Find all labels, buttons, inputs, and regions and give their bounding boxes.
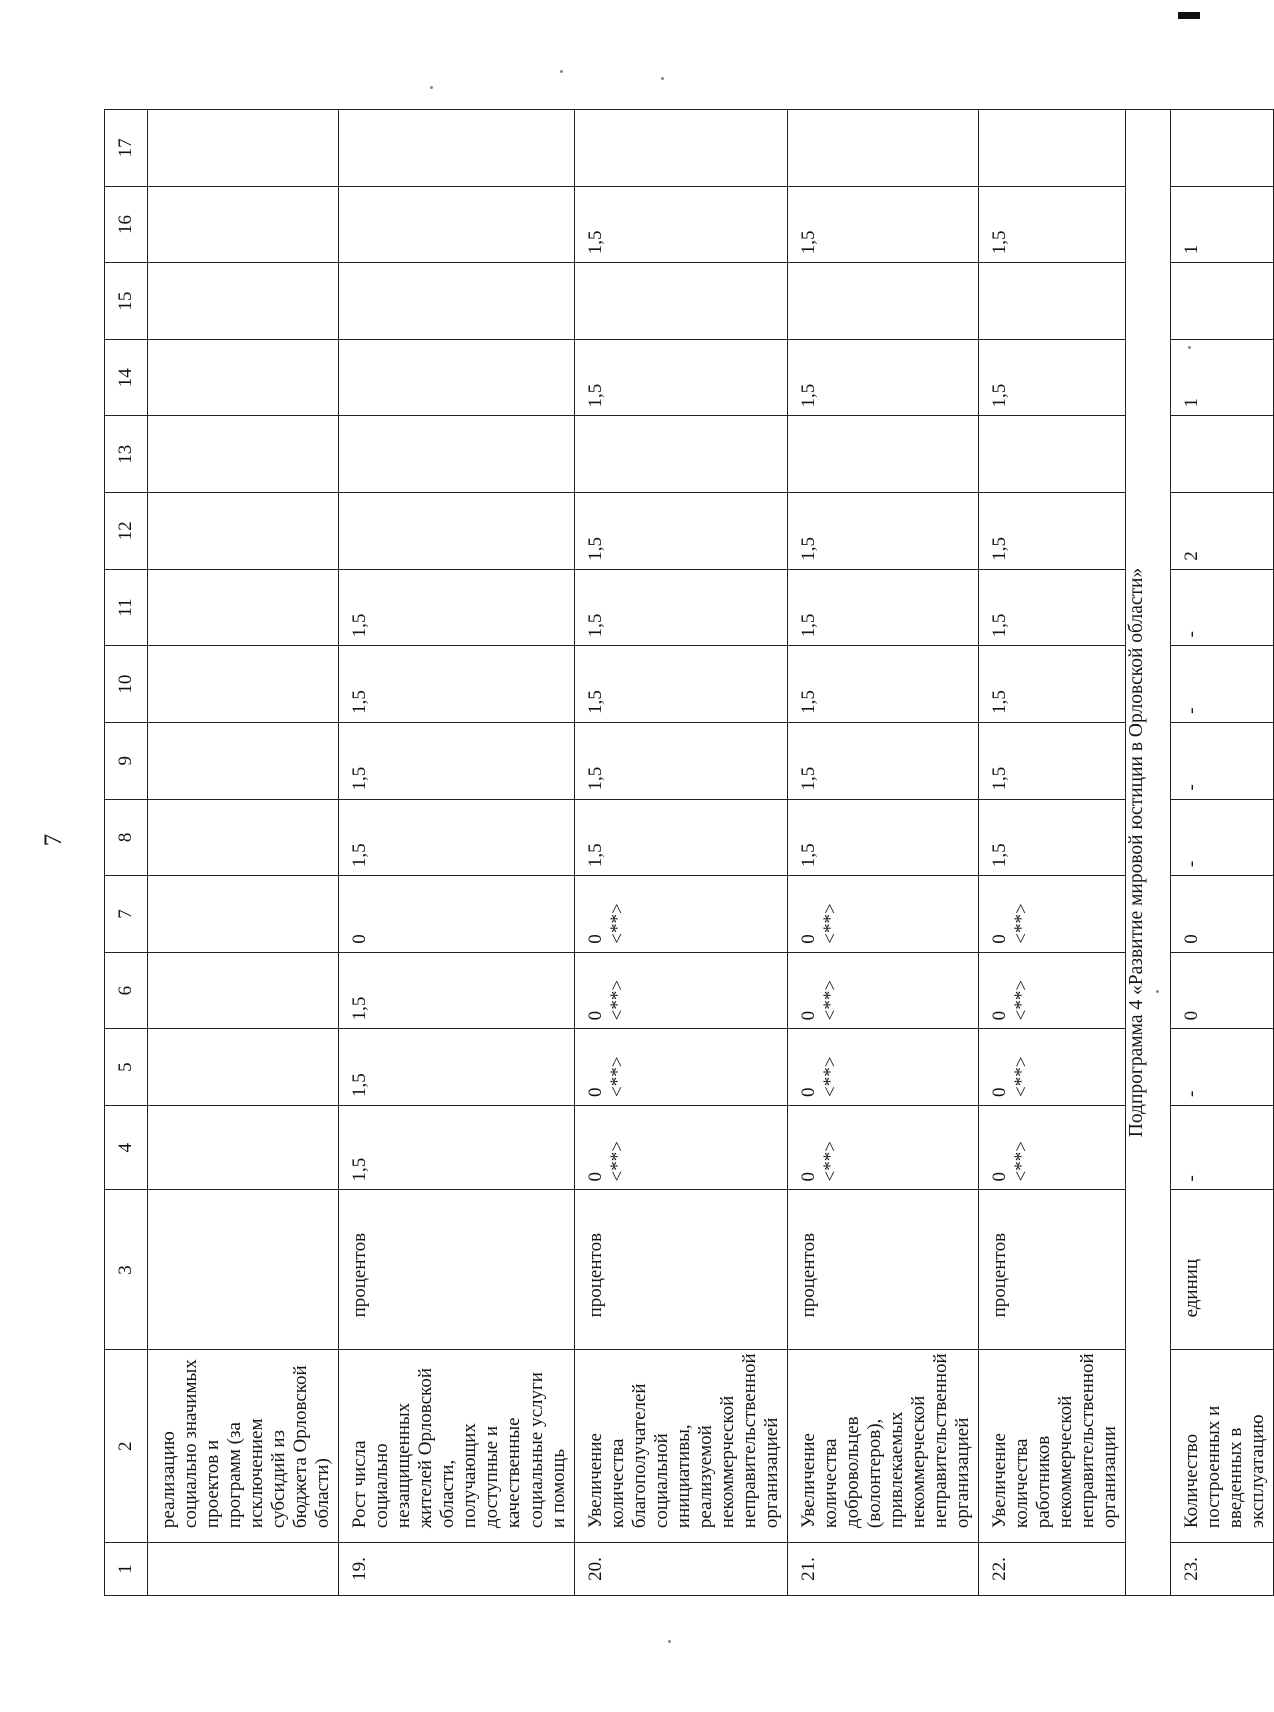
value-cell: 1,5 xyxy=(339,799,574,876)
value-cell xyxy=(1171,263,1274,340)
value-cell xyxy=(339,339,574,416)
column-number: 2 xyxy=(105,1350,148,1543)
value-cell: 0 xyxy=(339,876,574,953)
row-number: 22. xyxy=(979,1543,1126,1596)
value-cell: - xyxy=(1171,569,1274,646)
scan-speck xyxy=(668,1640,671,1643)
value-cell: 0 <**> xyxy=(787,952,978,1029)
indicator-name: Увеличение количества добровольцев (волонтеров), привлекаемых некоммерческой неправительственной организацией xyxy=(787,1350,978,1543)
page-number: 7 xyxy=(40,833,67,847)
value-cell: 1,5 xyxy=(339,722,574,799)
unit-of-measure: единиц xyxy=(1171,1190,1274,1350)
value-cell: 1,5 xyxy=(339,952,574,1029)
column-number: 5 xyxy=(105,1029,148,1106)
table-row xyxy=(979,110,1126,1596)
value-cell: 1,5 xyxy=(979,493,1126,570)
value-cell xyxy=(148,263,339,340)
indicator-name: Увеличение количества работников некоммерческой неправительственной организации xyxy=(979,1350,1126,1543)
value-cell xyxy=(339,263,574,340)
value-cell xyxy=(339,186,574,263)
value-cell xyxy=(339,416,574,493)
value-cell: 1,5 xyxy=(339,569,574,646)
value-cell: 0 <**> xyxy=(979,952,1126,1029)
value-cell: 0 <**> xyxy=(979,1029,1126,1106)
column-number: 10 xyxy=(105,646,148,723)
value-cell xyxy=(148,876,339,953)
scan-speck xyxy=(661,77,664,80)
value-cell xyxy=(148,186,339,263)
column-numbers-row xyxy=(105,110,148,1596)
value-cell: 1,5 xyxy=(574,493,787,570)
row-number: 23. xyxy=(1171,1543,1274,1596)
value-cell: 1,5 xyxy=(574,646,787,723)
value-cell xyxy=(574,416,787,493)
column-number: 9 xyxy=(105,722,148,799)
value-cell: 1,5 xyxy=(574,339,787,416)
column-number: 12 xyxy=(105,493,148,570)
indicators-table xyxy=(104,109,1274,1596)
value-cell: - xyxy=(1171,722,1274,799)
value-cell xyxy=(787,263,978,340)
value-cell: 1,5 xyxy=(787,569,978,646)
value-cell: 1,5 xyxy=(787,799,978,876)
value-cell xyxy=(148,799,339,876)
value-cell: 1,5 xyxy=(787,339,978,416)
value-cell xyxy=(148,952,339,1029)
column-number: 8 xyxy=(105,799,148,876)
value-cell: 1,5 xyxy=(979,722,1126,799)
unit-of-measure: процентов xyxy=(979,1190,1126,1350)
value-cell xyxy=(979,416,1126,493)
value-cell xyxy=(148,493,339,570)
value-cell: 0 <**> xyxy=(979,876,1126,953)
value-cell: 1,5 xyxy=(979,646,1126,723)
value-cell: 0 <**> xyxy=(979,1105,1126,1189)
column-number: 1 xyxy=(105,1543,148,1596)
value-cell xyxy=(787,416,978,493)
column-number: 6 xyxy=(105,952,148,1029)
subprogram-title: Подпрограмма 4 «Развитие мировой юстиции в Орловской области» xyxy=(1126,110,1171,1596)
value-cell: 1,5 xyxy=(339,1105,574,1189)
value-cell xyxy=(979,263,1126,340)
value-cell: 1,5 xyxy=(787,186,978,263)
scan-speck xyxy=(430,86,433,89)
value-cell: - xyxy=(1171,646,1274,723)
value-cell: 0 <**> xyxy=(574,952,787,1029)
value-cell: 1,5 xyxy=(787,493,978,570)
scan-speck xyxy=(560,70,563,73)
value-cell: 1,5 xyxy=(574,569,787,646)
value-cell: 1 xyxy=(1171,186,1274,263)
row-number: 19. xyxy=(339,1543,574,1596)
scan-corner-mark xyxy=(1178,12,1200,19)
value-cell xyxy=(148,1029,339,1106)
indicator-name: реализацию социально значимых проектов и программ (за исключением субсидий из бюджета Орловской области) xyxy=(148,1350,339,1543)
value-cell: 1,5 xyxy=(979,339,1126,416)
value-cell: 1,5 xyxy=(787,722,978,799)
value-cell xyxy=(574,110,787,187)
value-cell xyxy=(574,263,787,340)
value-cell: 1,5 xyxy=(574,799,787,876)
value-cell xyxy=(148,416,339,493)
value-cell xyxy=(787,110,978,187)
value-cell xyxy=(148,722,339,799)
table-row xyxy=(148,110,339,1596)
table-row xyxy=(1171,110,1274,1596)
value-cell xyxy=(148,1105,339,1189)
value-cell xyxy=(148,339,339,416)
value-cell: - xyxy=(1171,1105,1274,1189)
row-number: 20. xyxy=(574,1543,787,1596)
value-cell: 1,5 xyxy=(574,186,787,263)
unit-of-measure: процентов xyxy=(574,1190,787,1350)
unit-of-measure: процентов xyxy=(787,1190,978,1350)
value-cell: 2 xyxy=(1171,493,1274,570)
row-number: 21. xyxy=(787,1543,978,1596)
table-container xyxy=(104,109,1269,1596)
value-cell xyxy=(1171,416,1274,493)
value-cell: 0 <**> xyxy=(787,1029,978,1106)
table-row xyxy=(339,110,574,1596)
value-cell: 0 <**> xyxy=(787,876,978,953)
column-number: 15 xyxy=(105,263,148,340)
column-number: 16 xyxy=(105,186,148,263)
value-cell: 1,5 xyxy=(339,646,574,723)
value-cell: 0 <**> xyxy=(574,1029,787,1106)
value-cell: 1 xyxy=(1171,339,1274,416)
table-body xyxy=(148,110,1274,1596)
indicator-name: Увеличение количества благополучателей социальной инициативы, реализуемой некоммерческой неправительственной организацией xyxy=(574,1350,787,1543)
value-cell: 1,5 xyxy=(979,799,1126,876)
value-cell: 1,5 xyxy=(979,569,1126,646)
row-number xyxy=(148,1543,339,1596)
value-cell: 0 xyxy=(1171,876,1274,953)
indicator-name: Количество построенных и введенных в эксплуатацию xyxy=(1171,1350,1274,1543)
column-number: 14 xyxy=(105,339,148,416)
table-row xyxy=(787,110,978,1596)
unit-of-measure: процентов xyxy=(339,1190,574,1350)
table-row xyxy=(574,110,787,1596)
value-cell: 0 <**> xyxy=(787,1105,978,1189)
value-cell: 1,5 xyxy=(339,1029,574,1106)
column-number: 3 xyxy=(105,1190,148,1350)
indicator-name: Рост числа социально незащищенных жителей Орловской области, получающих доступные и качественные социальные услуги и помощь xyxy=(339,1350,574,1543)
value-cell: 1,5 xyxy=(979,186,1126,263)
value-cell: - xyxy=(1171,1029,1274,1106)
value-cell: 0 <**> xyxy=(574,876,787,953)
column-number: 7 xyxy=(105,876,148,953)
value-cell xyxy=(339,493,574,570)
value-cell: 1,5 xyxy=(574,722,787,799)
column-number: 11 xyxy=(105,569,148,646)
value-cell xyxy=(979,110,1126,187)
unit-of-measure xyxy=(148,1190,339,1350)
value-cell: 0 xyxy=(1171,952,1274,1029)
value-cell: 1,5 xyxy=(787,646,978,723)
value-cell xyxy=(148,110,339,187)
value-cell xyxy=(1171,110,1274,187)
value-cell: - xyxy=(1171,799,1274,876)
subprogram-row xyxy=(1126,110,1171,1596)
column-number: 4 xyxy=(105,1105,148,1189)
column-number: 13 xyxy=(105,416,148,493)
column-number: 17 xyxy=(105,110,148,187)
value-cell xyxy=(339,110,574,187)
value-cell: 0 <**> xyxy=(574,1105,787,1189)
value-cell xyxy=(148,646,339,723)
value-cell xyxy=(148,569,339,646)
